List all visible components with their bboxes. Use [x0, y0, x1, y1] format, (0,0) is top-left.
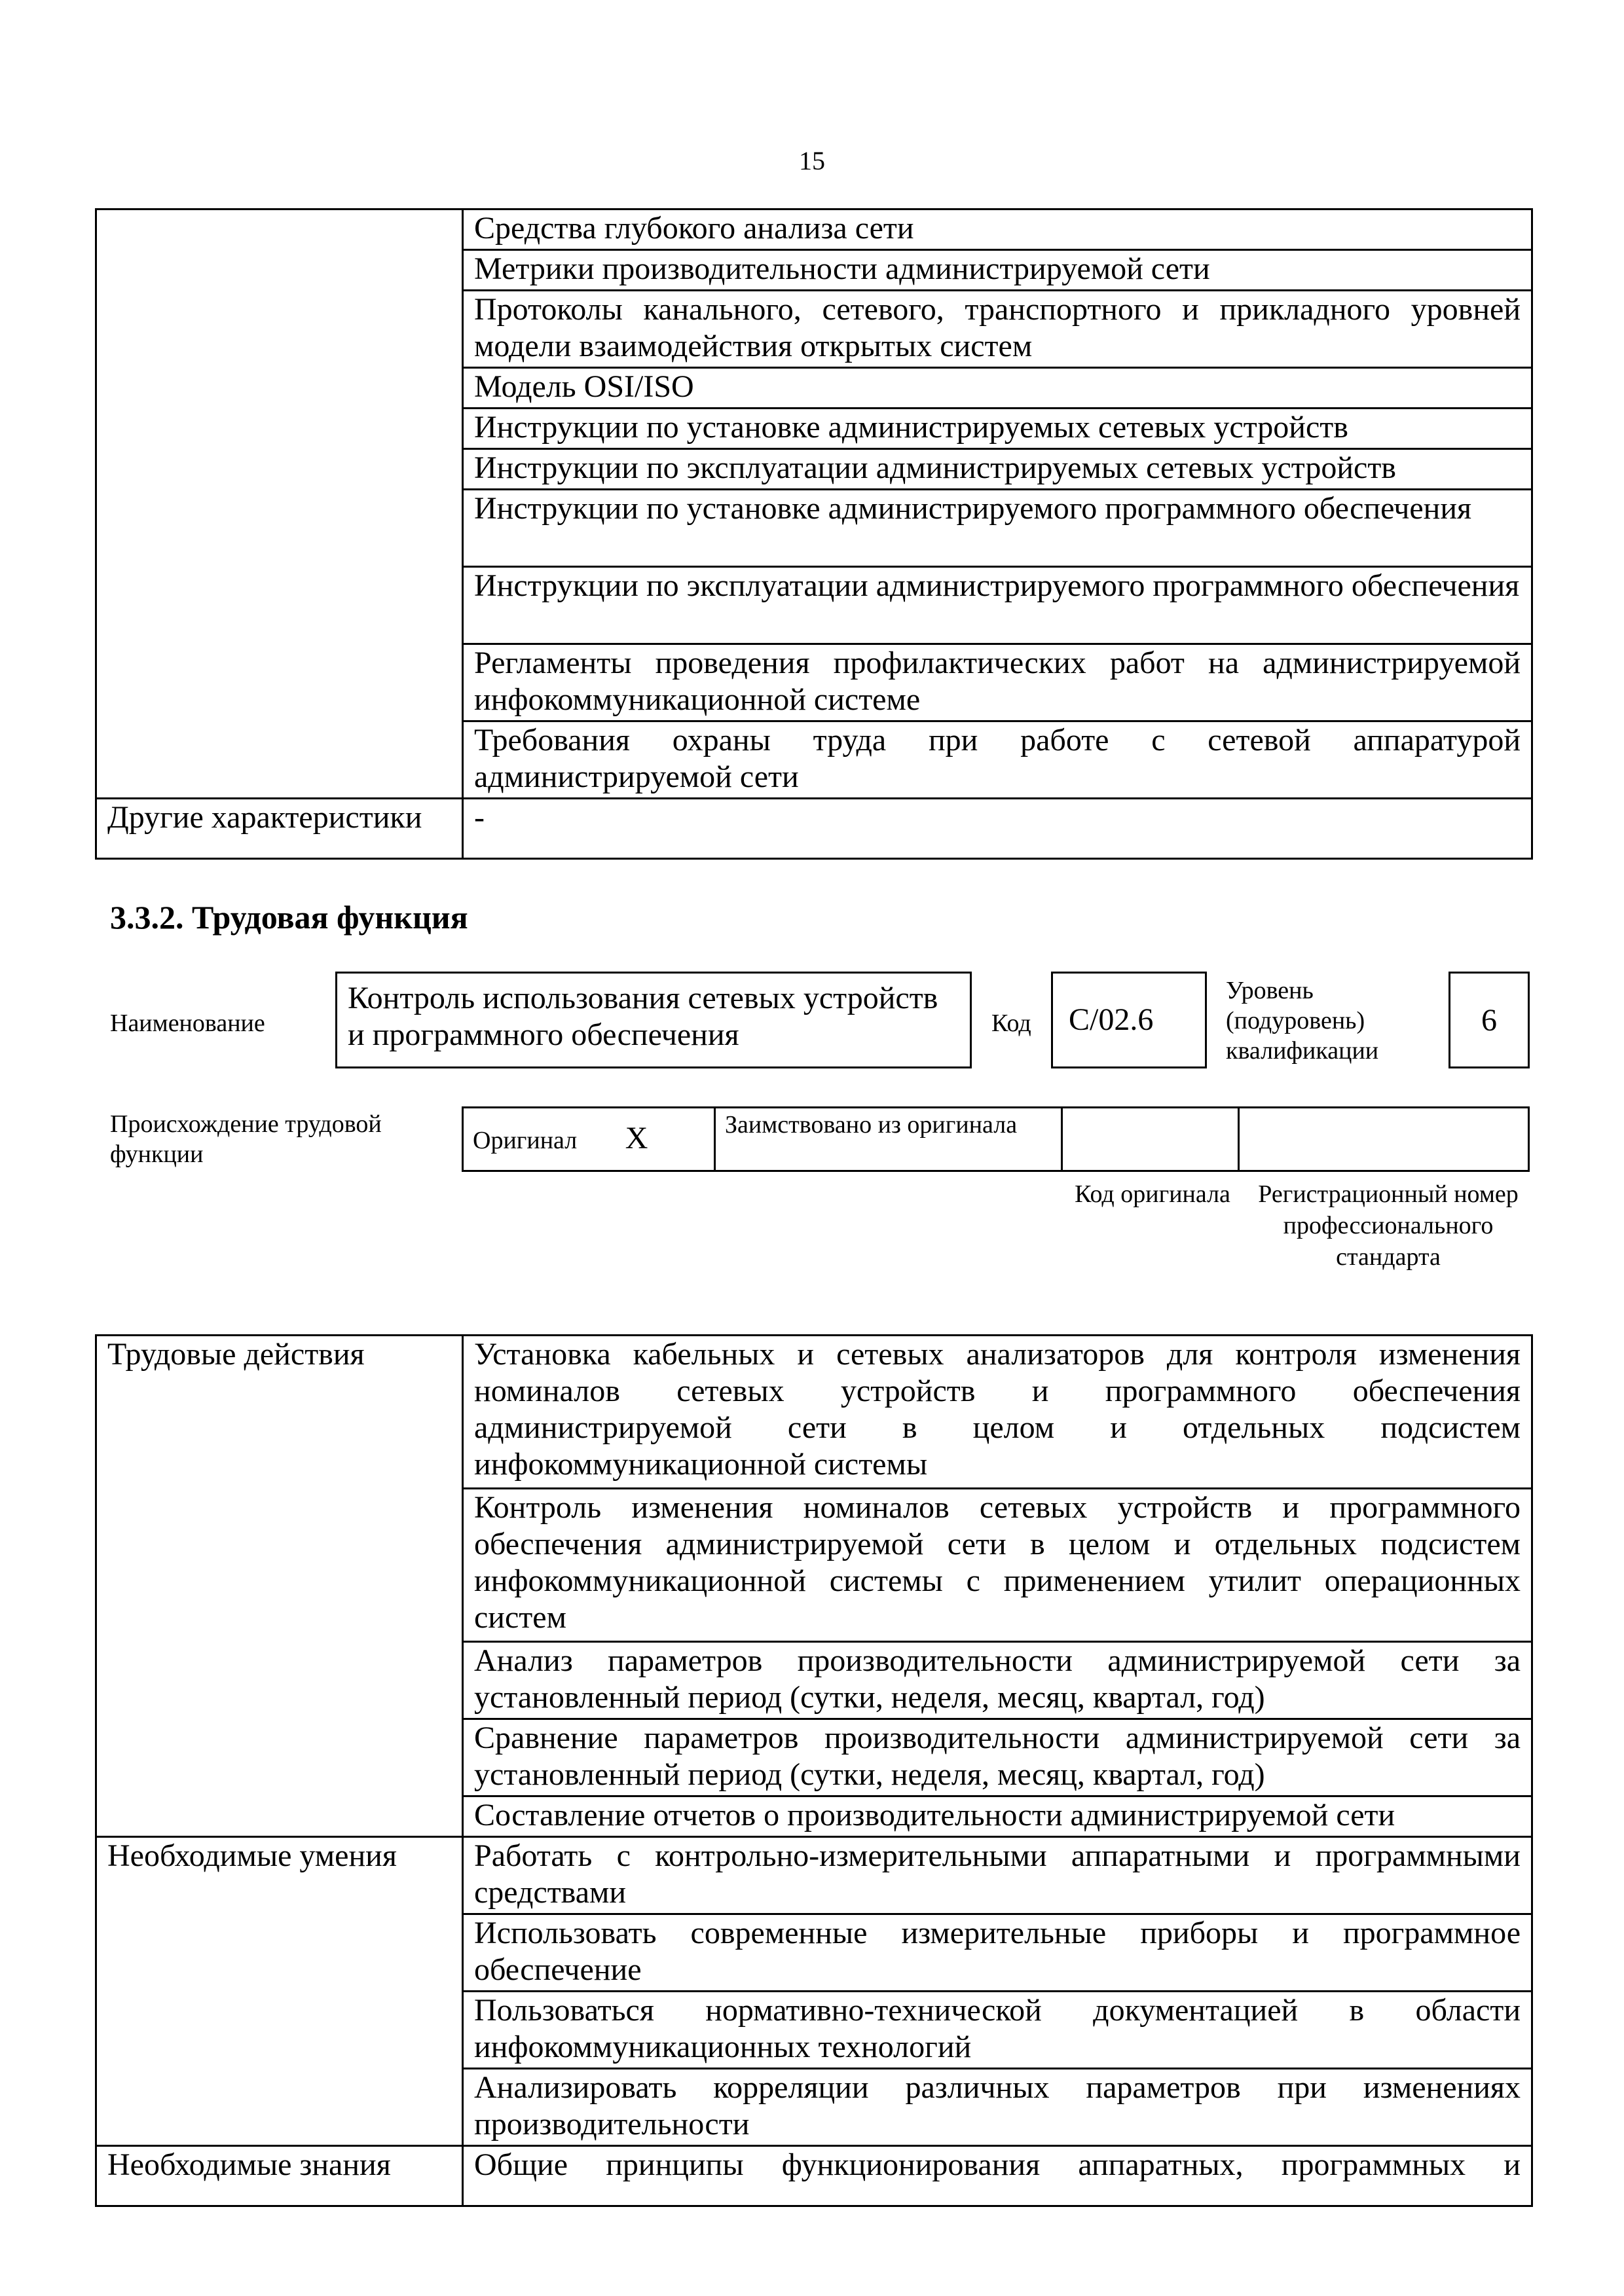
function-code-box: С/02.6 [1051, 972, 1207, 1068]
required-skills-label: Необходимые умения [96, 1837, 463, 2146]
labor-action-item: Составление отчетов о производительности администрируемой сети [463, 1796, 1532, 1837]
original-label: Оригинал [473, 1126, 578, 1154]
knowledge-item: Регламенты проведения профилактических работ на администрируемой инфокоммуникационной системе [463, 644, 1532, 721]
labor-action-item: Анализ параметров производительности администрируемой сети за установленный период (сутки, неделя, месяц, квартал, год) [463, 1642, 1532, 1719]
knowledge-item: Инструкции по установке администрируемых сетевых устройств [463, 409, 1532, 449]
skill-item: Пользоваться нормативно-технической документацией в области инфокоммуникационных технологий [463, 1992, 1532, 2069]
page-number: 15 [799, 146, 825, 175]
original-code-caption: Код оригинала [1075, 1180, 1230, 1208]
borrowed-cell: Заимствовано из оригинала [715, 1108, 1062, 1171]
knowledge-item: Модель OSI/ISO [463, 368, 1532, 409]
knowledge-item: Протоколы канального, сетевого, транспортного и прикладного уровней модели взаимодействия открытых систем [463, 291, 1532, 368]
knowledge-item: Средства глубокого анализа сети [463, 210, 1532, 250]
registration-number-cell [1239, 1108, 1529, 1171]
section-heading: 3.3.2. Трудовая функция [110, 899, 468, 936]
knowledge-continuation-table [95, 208, 1533, 860]
other-characteristics-value: - [463, 799, 1532, 859]
skill-item: Использовать современные измерительные приборы и программное обеспечение [463, 1914, 1532, 1992]
registration-number-caption: Регистрационный номер профессионального стандарта [1258, 1180, 1519, 1271]
knowledge-item: Общие принципы функционирования аппаратных, программных и [463, 2146, 1532, 2206]
knowledge-item: Инструкции по установке администрируемого программного обеспечения [463, 490, 1532, 567]
knowledge-item: Инструкции по эксплуатации администрируемых сетевых устройств [463, 449, 1532, 490]
level-value-box: 6 [1449, 972, 1530, 1068]
labor-action-item: Установка кабельных и сетевых анализаторов для контроля изменения номиналов сетевых устройств и программного обеспечения администрируемой сети в целом и отдельных подсистем инфокоммуникационной системы [463, 1336, 1532, 1489]
knowledge-item: Требования охраны труда при работе с сетевой аппаратурой администрируемой сети [463, 721, 1532, 799]
code-label: Код [991, 1010, 1031, 1037]
labor-action-item: Контроль изменения номиналов сетевых устройств и программного обеспечения администрируемой сети в целом и отдельных подсистем инфокоммуникационной системы с применением утилит операционных систем [463, 1489, 1532, 1642]
required-knowledge-label: Необходимые знания [96, 2146, 463, 2206]
level-label: Уровень (подуровень) квалификации [1226, 977, 1379, 1065]
labor-actions-label: Трудовые действия [96, 1336, 463, 1837]
original-mark: X [625, 1120, 648, 1156]
function-name-box: Контроль использования сетевых устройств и программного обеспечения [335, 972, 972, 1068]
original-code-cell [1062, 1108, 1239, 1171]
other-characteristics-label: Другие характеристики [96, 799, 463, 859]
skill-item: Работать с контрольно-измерительными аппаратными и программными средствами [463, 1837, 1532, 1914]
origin-table [462, 1106, 1530, 1172]
labor-function-table [95, 1334, 1533, 2207]
empty-label-cell [96, 210, 463, 799]
labor-action-item: Сравнение параметров производительности администрируемой сети за установленный период (сутки, неделя, месяц, квартал, год) [463, 1719, 1532, 1796]
knowledge-item: Инструкции по эксплуатации администрируемого программного обеспечения [463, 567, 1532, 644]
original-cell [463, 1108, 715, 1171]
knowledge-item: Метрики производительности администрируемой сети [463, 250, 1532, 291]
name-label: Наименование [110, 1010, 265, 1037]
skill-item: Анализировать корреляции различных параметров при изменениях производительности [463, 2069, 1532, 2146]
origin-label: Происхождение трудовой функции [110, 1110, 382, 1168]
